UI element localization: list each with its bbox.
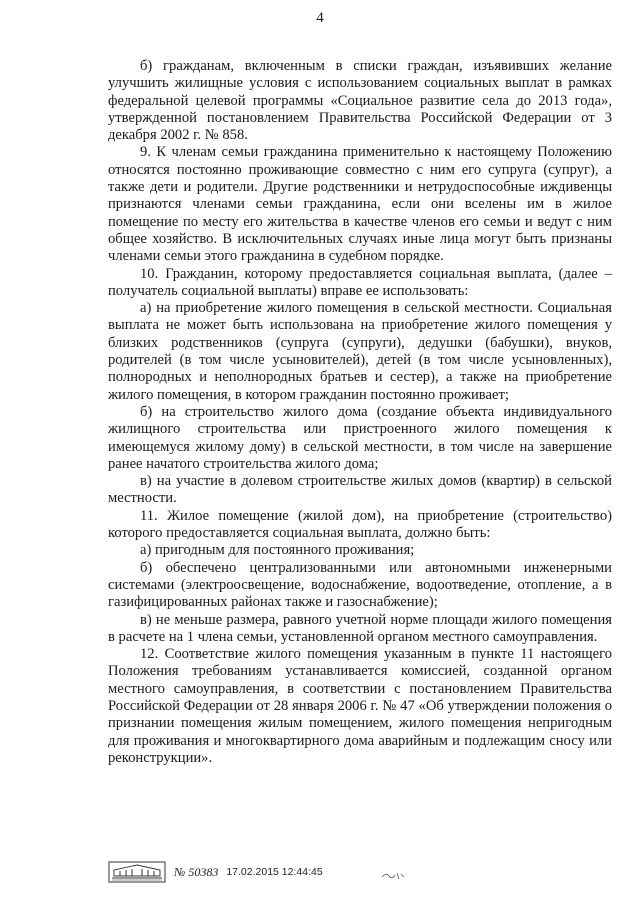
pen-mark-icon <box>380 868 406 882</box>
paragraph: 12. Соответствие жилого помещения указанным в пункте 11 настоящего Положения требованиям устанавливается комиссией, созданной органом местного самоуправления, в соответствии с постановлением Правительства Российской Федерации от 28 января 2006 г. № 47 «Об утверждении положения о признании помещения жилым помещением, жилого помещения непригодным для проживания и многоквартирного дома аварийным и подлежащим сносу или реконструкции». <box>108 646 612 766</box>
paragraph: б) на строительство жилого дома (создание объекта индивидуального жилищного строительства или пристроенного жилого помещения к имеющемуся жилому дому) в сельской местности, в том числе на завершение ранее начатого строительства жилого дома; <box>108 403 612 472</box>
page-number: 4 <box>316 10 324 26</box>
paragraph: 10. Гражданин, которому предоставляется социальная выплата, (далее – получатель социальной выплаты) вправе ее использовать: <box>108 265 612 299</box>
document-body <box>108 58 612 767</box>
paragraph: 9. К членам семьи гражданина применительно к настоящему Положению относятся постоянно проживающие совместно с ним его супруга (супруг), а также дети и родители. Другие родственники и нетрудоспособные иждивенцы признаются членами семьи гражданина, если они вселены им в жилое помещение по месту его жительства в качестве членов его семьи и ведут с ним общее хозяйство. В исключительных случаях иные лица могут быть признаны членами семьи этого гражданина в судебном порядке. <box>108 144 612 265</box>
paragraph: а) на приобретение жилого помещения в сельской местности. Социальная выплата не может быть использована на приобретение жилого помещения у близких родственников (супруга (супруги), дедушки (бабушки), внуков, родителей (в том числе усыновителей), детей (в том числе усыновленных), полнородных и неполнородных братьев и сестер), а также на приобретение жилого помещения, в котором гражданин постоянно проживает; <box>108 300 612 403</box>
paragraph: б) обеспечено централизованными или автономными инженерными системами (электроосвещение, водоснабжение, водоотведение, отопление, а в газифицированных районах также и газоснабжение); <box>108 559 612 611</box>
paragraph: в) на участие в долевом строительстве жилых домов (квартир) в сельской местности. <box>108 473 612 507</box>
paragraph: б) гражданам, включенным в списки граждан, изъявивших желание улучшить жилищные условия с использованием социальных выплат в рамках федеральной целевой программы «Социальное развитие села до 2013 года», утвержденной постановлением Правительства Российской Федерации от 3 декабря 2002 г. № 858. <box>108 58 612 144</box>
document-footer <box>108 860 323 884</box>
building-stamp-icon <box>108 861 166 883</box>
document-id: № 50383 <box>174 864 219 879</box>
paragraph: а) пригодным для постоянного проживания; <box>140 542 415 559</box>
paragraph: 11. Жилое помещение (жилой дом), на приобретение (строительство) которого предоставляется социальная выплата, должно быть: <box>108 507 612 542</box>
document-timestamp: 17.02.2015 12:44:45 <box>226 866 323 878</box>
paragraph: в) не меньше размера, равного учетной норме площади жилого помещения в расчете на 1 члена семьи, установленной органом местного самоуправления. <box>108 611 612 645</box>
